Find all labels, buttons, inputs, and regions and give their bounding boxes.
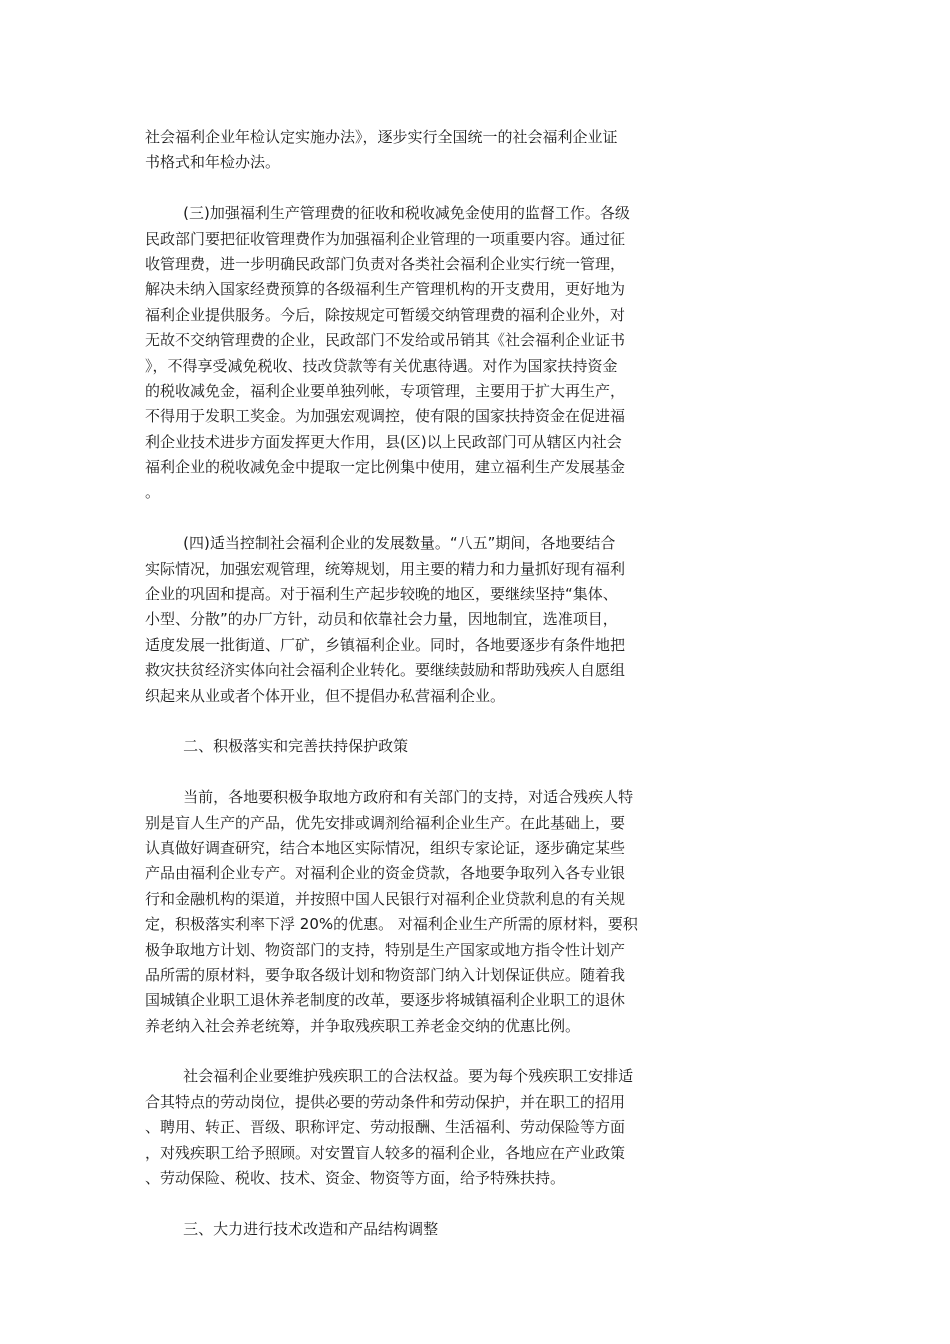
body-paragraph (145, 785, 685, 1039)
text-line: 利企业技术进步方面发挥更大作用，县(区)以上民政部门可从辖区内社会 (145, 432, 622, 451)
text-line: 国城镇企业职工退休养老制度的改革，要逐步将城镇福利企业职工的退休 (145, 991, 626, 1010)
text-line: 小型、分散”的办厂方针，动员和依靠社会力量，因地制宜，选准项目， (145, 610, 618, 629)
text-line: 无故不交纳管理费的企业，民政部门不发给或吊销其《社会福利企业证书 (145, 331, 626, 350)
text-line: 的税收减免金，福利企业要单独列帐，专项管理，主要用于扩大再生产， (145, 381, 626, 400)
text-line: 别是盲人生产的产品，优先安排或调剂给福利企业生产。在此基础上，要 (145, 813, 626, 832)
text-line: 产品由福利企业专产。对福利企业的资金贷款，各地要争取列入各专业银 (145, 864, 626, 883)
text-line: 合其特点的劳动岗位，提供必要的劳动条件和劳动保护，并在职工的招用 (145, 1092, 626, 1111)
text-line: 福利企业提供服务。今后，除按规定可暂缓交纳管理费的福利企业外，对 (145, 305, 626, 324)
text-line: 三、大力进行技术改造和产品结构调整 (145, 1219, 439, 1238)
text-line: 品所需的原材料，要争取各级计划和物资部门纳入计划保证供应。随着我 (145, 965, 626, 984)
text-line: 书格式和年检办法。 (145, 153, 281, 172)
text-line: 实际情况，加强宏观管理，统筹规划，用主要的精力和力量抓好现有福利 (145, 559, 626, 578)
document-body (145, 125, 685, 1268)
text-line: 民政部门要把征收管理费作为加强福利企业管理的一项重要内容。通过征 (145, 229, 626, 248)
text-line: 收管理费，进一步明确民政部门负责对各类社会福利企业实行统一管理， (145, 254, 626, 273)
text-line: 社会福利企业要维护残疾职工的合法权益。要为每个残疾职工安排适 (145, 1067, 634, 1086)
body-paragraph (145, 531, 685, 709)
text-line: 救灾扶贫经济实体向社会福利企业转化。要继续鼓励和帮助残疾人自愿组 (145, 661, 626, 680)
text-line: 、劳动保险、税收、技术、资金、物资等方面，给予特殊扶持。 (145, 1169, 566, 1188)
text-line: 企业的巩固和提高。对于福利生产起步较晚的地区，要继续坚持“集体、 (145, 585, 618, 604)
text-line: 二、积极落实和完善扶持保护政策 (145, 737, 409, 756)
body-paragraph (145, 201, 685, 506)
text-line: 社会福利企业年检认定实施办法》，逐步实行全国统一的社会福利企业证 (145, 128, 618, 146)
text-line: (三)加强福利生产管理费的征收和税收减免金使用的监督工作。各级 (145, 204, 630, 223)
text-line: ，对残疾职工给予照顾。对安置盲人较多的福利企业，各地应在产业政策 (145, 1143, 626, 1162)
text-line: 适度发展一批街道、厂矿，乡镇福利企业。同时，各地要逐步有条件地把 (145, 635, 626, 654)
text-line: 。 (145, 483, 161, 502)
body-paragraph (145, 1064, 685, 1191)
text-line: 织起来从业或者个体开业，但不提倡办私营福利企业。 (145, 686, 506, 705)
section-heading (145, 734, 685, 759)
text-line: 福利企业的税收减免金中提取一定比例集中使用，建立福利生产发展基金 (145, 458, 626, 477)
text-line: (四)适当控制社会福利企业的发展数量。“八五”期间，各地要结合 (145, 534, 616, 553)
text-line: 养老纳入社会养老统筹，并争取残疾职工养老金交纳的优惠比例。 (145, 1016, 581, 1035)
text-line: 认真做好调查研究，结合本地区实际情况，组织专家论证，逐步确定某些 (145, 838, 626, 857)
text-line: 极争取地方计划、物资部门的支持，特别是生产国家或地方指令性计划产 (145, 940, 626, 959)
body-paragraph (145, 125, 685, 176)
text-line: 》，不得享受减免税收、技改贷款等有关优惠待遇。对作为国家扶持资金 (145, 356, 618, 375)
text-line: 定，积极落实利率下浮 20%的优惠。 对福利企业生产所需的原材料，要积 (145, 915, 638, 934)
text-line: 当前，各地要积极争取地方政府和有关部门的支持，对适合残疾人特 (145, 788, 634, 807)
section-heading (145, 1217, 685, 1242)
text-line: 解决未纳入国家经费预算的各级福利生产管理机构的开支费用，更好地为 (145, 280, 626, 299)
text-line: 行和金融机构的渠道，并按照中国人民银行对福利企业贷款利息的有关规 (145, 889, 626, 908)
text-line: 、聘用、转正、晋级、职称评定、劳动报酬、生活福利、劳动保险等方面 (145, 1118, 626, 1137)
text-line: 不得用于发职工奖金。为加强宏观调控，使有限的国家扶持资金在促进福 (145, 407, 626, 426)
